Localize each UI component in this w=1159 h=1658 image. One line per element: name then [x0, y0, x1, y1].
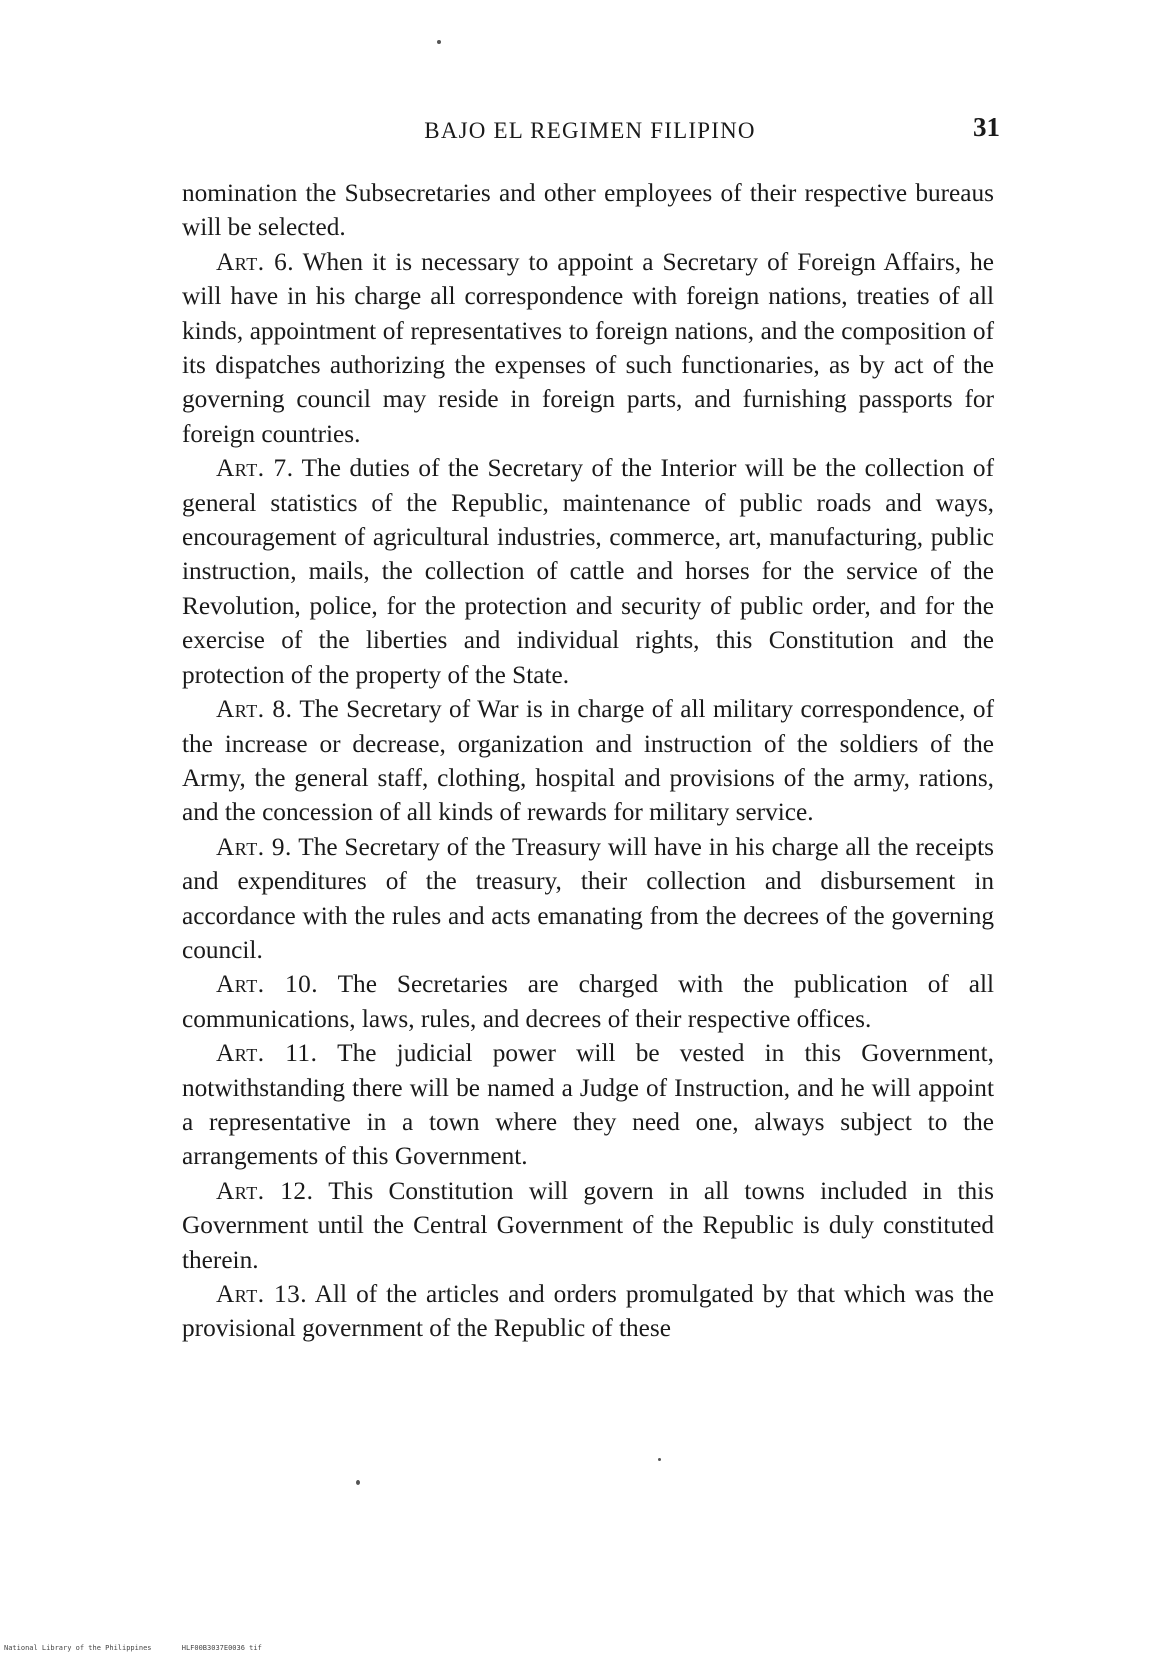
scan-speck	[356, 1480, 360, 1485]
article-text: The Secretaries are charged with the publication of all communications, laws, rules, and decrees of their respective offices.	[182, 970, 994, 1033]
article-label: Art. 9.	[216, 832, 292, 861]
article-label: Art. 11.	[216, 1039, 318, 1068]
page-number: 31	[973, 112, 1000, 142]
scan-speck	[437, 40, 441, 44]
scan-speck	[658, 1458, 661, 1461]
article-6-paragraph	[182, 245, 994, 451]
article-12-paragraph	[182, 1174, 994, 1277]
article-text: The judicial power will be vested in this Government, notwithstanding there will be named a Judge of Instruction, and he will appoint a representative in a town where they need one, always subject to the arrangements of this Government.	[182, 1039, 995, 1171]
article-8-paragraph	[182, 692, 994, 830]
article-label: Art. 10.	[216, 970, 319, 999]
article-11-paragraph	[182, 1036, 994, 1174]
article-label: Art. 6.	[216, 247, 295, 276]
continuation-paragraph: nomination the Subsecretaries and other employees of their respective bureaus will be selected.	[182, 179, 994, 242]
article-label: Art. 8.	[216, 695, 293, 724]
image-code: HLF00B3037E0036 tif	[181, 1644, 262, 1652]
article-text: All of the articles and orders promulgated by that which was the provisional government of the Republic of these	[182, 1280, 994, 1343]
article-text: When it is necessary to appoint a Secretary of Foreign Affairs, he will have in his charge all correspondence with foreign nations, treaties of all kinds, appointment of representatives to foreign nations, and the composition of its dispatches authorizing the expenses of such functionaries, as by act of the governing council may reside in foreign parts, and furnishing passports for foreign countries.	[182, 247, 994, 448]
running-head	[180, 112, 1000, 152]
article-text: This Constitution will govern in all towns included in this Government until the Central Government of the Republic is duly constituted therein.	[182, 1176, 994, 1274]
article-13-paragraph	[182, 1277, 994, 1346]
article-text: The Secretary of the Treasury will have in his charge all the receipts and expenditures of the treasury, their collection and disbursement in accordance with the rules and acts emanating from the decrees of the governing council.	[182, 832, 994, 964]
library-credit: National Library of the Philippines	[4, 1644, 152, 1652]
article-text: The duties of the Secretary of the Interior will be the collection of general statistics of the Republic, maintenance of public roads and ways, encouragement of agricultural industries, commerce, art, manufacturing, public instruction, mails, the collection of cattle and horses for the service of the Revolution, police, for the protection and security of public order, and for the exercise of the liberties and individual rights, this Constitution and the protection of the property of the State.	[182, 454, 994, 689]
article-9-paragraph	[182, 830, 994, 968]
article-text: The Secretary of War is in charge of all military correspondence, of the increase or decrease, organization and instruction of the soldiers of the Army, the general staff, clothing, hospital and provisions of the army, rations, and the concession of all kinds of rewards for military service.	[182, 695, 994, 827]
article-label: Art. 7.	[216, 454, 294, 483]
article-10-paragraph	[182, 967, 994, 1036]
article-label: Art. 13.	[216, 1280, 308, 1308]
body-text	[182, 176, 994, 1346]
article-label: Art. 12.	[216, 1176, 314, 1205]
scan-footer	[4, 1644, 288, 1652]
article-7-paragraph	[182, 451, 994, 692]
running-title: BAJO EL REGIMEN FILIPINO	[424, 118, 756, 143]
